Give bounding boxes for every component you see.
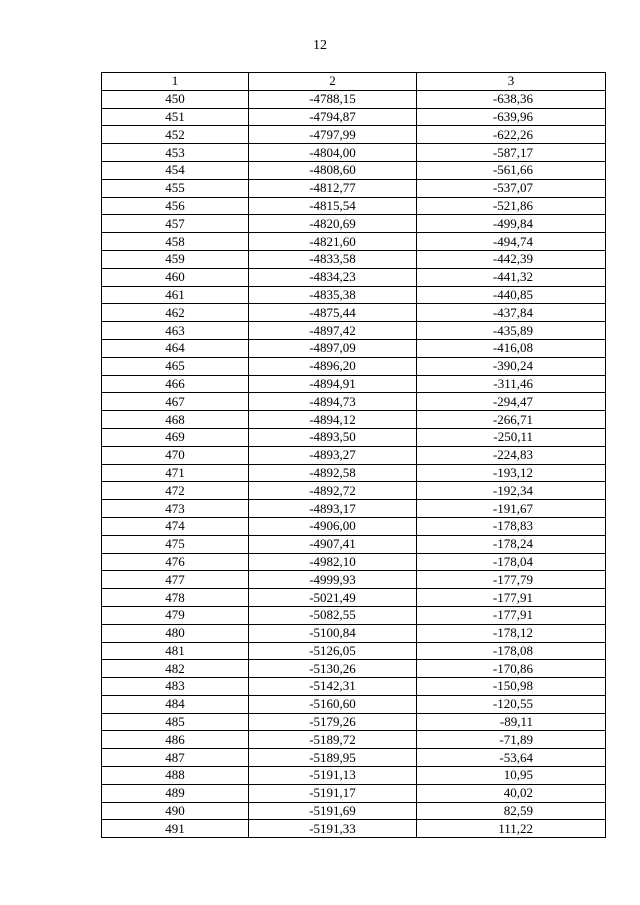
- y-coordinate-cell: [417, 767, 606, 785]
- y-coordinate-value: -437,84: [492, 304, 533, 320]
- y-coordinate-value: -266,71: [492, 411, 533, 427]
- y-coordinate-value: -250,11: [493, 429, 533, 445]
- x-coordinate-cell: -5191,69: [249, 802, 417, 820]
- y-coordinate-value: -178,12: [492, 625, 533, 641]
- y-coordinate-cell: [417, 446, 606, 464]
- point-number-cell: 465: [102, 357, 249, 375]
- table-row: [102, 304, 606, 322]
- y-coordinate-cell: [417, 678, 606, 696]
- x-coordinate-cell: -4893,27: [249, 446, 417, 464]
- y-coordinate-value: -178,83: [492, 518, 533, 534]
- x-coordinate-cell: -4812,77: [249, 179, 417, 197]
- y-coordinate-cell: [417, 571, 606, 589]
- y-coordinate-value: -390,24: [492, 358, 533, 374]
- table-row: [102, 108, 606, 126]
- y-coordinate-cell: [417, 517, 606, 535]
- x-coordinate-cell: -5191,17: [249, 784, 417, 802]
- y-coordinate-cell: [417, 500, 606, 518]
- table-row: [102, 411, 606, 429]
- y-coordinate-cell: [417, 393, 606, 411]
- y-coordinate-cell: [417, 375, 606, 393]
- x-coordinate-cell: -4893,50: [249, 428, 417, 446]
- y-coordinate-value: -120,55: [492, 696, 533, 712]
- x-coordinate-cell: -4907,41: [249, 535, 417, 553]
- point-number-cell: 469: [102, 428, 249, 446]
- table-header: [102, 73, 606, 91]
- x-coordinate-cell: -5021,49: [249, 589, 417, 607]
- table-row: [102, 820, 606, 838]
- x-coordinate-cell: -4788,15: [249, 90, 417, 108]
- y-coordinate-value: -537,07: [492, 180, 533, 196]
- x-coordinate-cell: -5191,13: [249, 767, 417, 785]
- x-coordinate-cell: -4804,00: [249, 144, 417, 162]
- y-coordinate-value: -435,89: [492, 322, 533, 338]
- y-coordinate-cell: [417, 784, 606, 802]
- y-coordinate-cell: [417, 589, 606, 607]
- table-row: [102, 286, 606, 304]
- table-row: [102, 482, 606, 500]
- x-coordinate-cell: -4897,42: [249, 322, 417, 340]
- y-coordinate-cell: [417, 606, 606, 624]
- point-number-cell: 487: [102, 749, 249, 767]
- table-row: [102, 250, 606, 268]
- table-row: [102, 624, 606, 642]
- point-number-cell: 481: [102, 642, 249, 660]
- y-coordinate-value: -178,24: [492, 536, 533, 552]
- x-coordinate-cell: -4797,99: [249, 126, 417, 144]
- y-coordinate-cell: [417, 802, 606, 820]
- x-coordinate-cell: -4875,44: [249, 304, 417, 322]
- table-row: [102, 375, 606, 393]
- point-number-cell: 464: [102, 339, 249, 357]
- y-coordinate-value: -150,98: [492, 678, 533, 694]
- y-coordinate-value: -294,47: [492, 393, 533, 409]
- x-coordinate-cell: -5191,33: [249, 820, 417, 838]
- y-coordinate-value: -561,66: [492, 162, 533, 178]
- table-row: [102, 339, 606, 357]
- table-row: [102, 571, 606, 589]
- point-number-cell: 471: [102, 464, 249, 482]
- point-number-cell: 461: [102, 286, 249, 304]
- x-coordinate-cell: -4820,69: [249, 215, 417, 233]
- x-coordinate-cell: -4896,20: [249, 357, 417, 375]
- point-number-cell: 452: [102, 126, 249, 144]
- x-coordinate-cell: -4833,58: [249, 250, 417, 268]
- table-row: [102, 500, 606, 518]
- y-coordinate-value: -170,86: [492, 660, 533, 676]
- point-number-cell: 472: [102, 482, 249, 500]
- point-number-cell: 455: [102, 179, 249, 197]
- y-coordinate-cell: [417, 695, 606, 713]
- table-row: [102, 678, 606, 696]
- table-row: [102, 144, 606, 162]
- y-coordinate-cell: [417, 535, 606, 553]
- y-coordinate-value: 10,95: [503, 767, 533, 783]
- table-row: [102, 767, 606, 785]
- y-coordinate-value: -521,86: [492, 197, 533, 213]
- x-coordinate-cell: -5082,55: [249, 606, 417, 624]
- table-row: [102, 642, 606, 660]
- x-coordinate-cell: -4999,93: [249, 571, 417, 589]
- table-row: [102, 161, 606, 179]
- y-coordinate-cell: [417, 713, 606, 731]
- point-number-cell: 473: [102, 500, 249, 518]
- table-row: [102, 606, 606, 624]
- x-coordinate-cell: -5189,95: [249, 749, 417, 767]
- point-number-cell: 489: [102, 784, 249, 802]
- x-coordinate-cell: -4808,60: [249, 161, 417, 179]
- x-coordinate-cell: -4897,09: [249, 339, 417, 357]
- y-coordinate-cell: [417, 197, 606, 215]
- point-number-cell: 475: [102, 535, 249, 553]
- y-coordinate-cell: [417, 304, 606, 322]
- x-coordinate-cell: -4835,38: [249, 286, 417, 304]
- y-coordinate-value: 82,59: [503, 803, 533, 819]
- y-coordinate-value: -441,32: [492, 269, 533, 285]
- table-body: [102, 90, 606, 837]
- point-number-cell: 488: [102, 767, 249, 785]
- x-coordinate-cell: -5142,31: [249, 678, 417, 696]
- point-number-cell: 467: [102, 393, 249, 411]
- coordinates-table: [101, 72, 606, 838]
- x-coordinate-cell: -4982,10: [249, 553, 417, 571]
- point-number-cell: 468: [102, 411, 249, 429]
- y-coordinate-cell: [417, 322, 606, 340]
- y-coordinate-value: -192,34: [492, 482, 533, 498]
- column-header-2: 2: [249, 73, 417, 91]
- x-coordinate-cell: -5189,72: [249, 731, 417, 749]
- y-coordinate-value: -494,74: [492, 233, 533, 249]
- point-number-cell: 483: [102, 678, 249, 696]
- y-coordinate-cell: [417, 482, 606, 500]
- y-coordinate-value: -587,17: [492, 144, 533, 160]
- y-coordinate-cell: [417, 108, 606, 126]
- x-coordinate-cell: -4894,12: [249, 411, 417, 429]
- x-coordinate-cell: -4821,60: [249, 233, 417, 251]
- y-coordinate-value: -638,36: [492, 91, 533, 107]
- x-coordinate-cell: -5130,26: [249, 660, 417, 678]
- y-coordinate-cell: [417, 339, 606, 357]
- point-number-cell: 470: [102, 446, 249, 464]
- table-row: [102, 268, 606, 286]
- y-coordinate-value: -442,39: [492, 251, 533, 267]
- point-number-cell: 456: [102, 197, 249, 215]
- y-coordinate-cell: [417, 660, 606, 678]
- table-row: [102, 90, 606, 108]
- table-row: [102, 695, 606, 713]
- y-coordinate-cell: [417, 553, 606, 571]
- point-number-cell: 460: [102, 268, 249, 286]
- page-number: 12: [313, 38, 327, 53]
- y-coordinate-value: -639,96: [492, 108, 533, 124]
- point-number-cell: 486: [102, 731, 249, 749]
- y-coordinate-value: -177,91: [492, 589, 533, 605]
- table-row: [102, 357, 606, 375]
- point-number-cell: 450: [102, 90, 249, 108]
- x-coordinate-cell: -4892,72: [249, 482, 417, 500]
- table-row: [102, 784, 606, 802]
- y-coordinate-value: 111,22: [498, 820, 533, 836]
- table-row: [102, 589, 606, 607]
- point-number-cell: 490: [102, 802, 249, 820]
- table-row: [102, 233, 606, 251]
- table-row: [102, 713, 606, 731]
- x-coordinate-cell: -4815,54: [249, 197, 417, 215]
- x-coordinate-cell: -4794,87: [249, 108, 417, 126]
- point-number-cell: 482: [102, 660, 249, 678]
- point-number-cell: 459: [102, 250, 249, 268]
- y-coordinate-value: -440,85: [492, 286, 533, 302]
- table-row: [102, 126, 606, 144]
- point-number-cell: 453: [102, 144, 249, 162]
- y-coordinate-value: -71,89: [499, 731, 533, 747]
- x-coordinate-cell: -5126,05: [249, 642, 417, 660]
- y-coordinate-cell: [417, 215, 606, 233]
- table-row: [102, 517, 606, 535]
- point-number-cell: 474: [102, 517, 249, 535]
- y-coordinate-cell: [417, 624, 606, 642]
- y-coordinate-value: -177,79: [492, 571, 533, 587]
- y-coordinate-cell: [417, 268, 606, 286]
- y-coordinate-value: -177,91: [492, 607, 533, 623]
- y-coordinate-cell: [417, 286, 606, 304]
- point-number-cell: 479: [102, 606, 249, 624]
- table-row: [102, 179, 606, 197]
- y-coordinate-value: -224,83: [492, 447, 533, 463]
- x-coordinate-cell: -5100,84: [249, 624, 417, 642]
- point-number-cell: 485: [102, 713, 249, 731]
- point-number-cell: 457: [102, 215, 249, 233]
- y-coordinate-value: -193,12: [492, 464, 533, 480]
- y-coordinate-cell: [417, 90, 606, 108]
- y-coordinate-cell: [417, 179, 606, 197]
- table-row: [102, 660, 606, 678]
- table-row: [102, 393, 606, 411]
- table-row: [102, 802, 606, 820]
- y-coordinate-cell: [417, 428, 606, 446]
- y-coordinate-cell: [417, 731, 606, 749]
- x-coordinate-cell: -5179,26: [249, 713, 417, 731]
- table-row: [102, 215, 606, 233]
- table-row: [102, 428, 606, 446]
- y-coordinate-value: -499,84: [492, 215, 533, 231]
- y-coordinate-cell: [417, 357, 606, 375]
- y-coordinate-value: -178,08: [492, 642, 533, 658]
- x-coordinate-cell: -4834,23: [249, 268, 417, 286]
- x-coordinate-cell: -4894,73: [249, 393, 417, 411]
- table-row: [102, 535, 606, 553]
- y-coordinate-value: -191,67: [492, 500, 533, 516]
- point-number-cell: 451: [102, 108, 249, 126]
- table-header-row: [102, 73, 606, 91]
- table-row: [102, 553, 606, 571]
- point-number-cell: 484: [102, 695, 249, 713]
- point-number-cell: 466: [102, 375, 249, 393]
- table-row: [102, 749, 606, 767]
- point-number-cell: 463: [102, 322, 249, 340]
- table-row: [102, 464, 606, 482]
- y-coordinate-cell: [417, 749, 606, 767]
- y-coordinate-cell: [417, 126, 606, 144]
- y-coordinate-cell: [417, 144, 606, 162]
- y-coordinate-value: -178,04: [492, 553, 533, 569]
- table-row: [102, 197, 606, 215]
- x-coordinate-cell: -4894,91: [249, 375, 417, 393]
- x-coordinate-cell: -4892,58: [249, 464, 417, 482]
- table-row: [102, 446, 606, 464]
- column-header-3: 3: [417, 73, 606, 91]
- x-coordinate-cell: -5160,60: [249, 695, 417, 713]
- y-coordinate-cell: [417, 161, 606, 179]
- column-header-1: 1: [102, 73, 249, 91]
- point-number-cell: 480: [102, 624, 249, 642]
- y-coordinate-cell: [417, 250, 606, 268]
- y-coordinate-value: -622,26: [492, 126, 533, 142]
- table-row: [102, 322, 606, 340]
- y-coordinate-value: -311,46: [493, 375, 533, 391]
- y-coordinate-cell: [417, 642, 606, 660]
- x-coordinate-cell: -4893,17: [249, 500, 417, 518]
- point-number-cell: 477: [102, 571, 249, 589]
- point-number-cell: 458: [102, 233, 249, 251]
- point-number-cell: 454: [102, 161, 249, 179]
- table-row: [102, 731, 606, 749]
- y-coordinate-value: -416,08: [492, 340, 533, 356]
- point-number-cell: 491: [102, 820, 249, 838]
- y-coordinate-cell: [417, 820, 606, 838]
- y-coordinate-cell: [417, 464, 606, 482]
- point-number-cell: 476: [102, 553, 249, 571]
- y-coordinate-value: -89,11: [499, 714, 533, 730]
- y-coordinate-cell: [417, 411, 606, 429]
- point-number-cell: 462: [102, 304, 249, 322]
- x-coordinate-cell: -4906,00: [249, 517, 417, 535]
- y-coordinate-cell: [417, 233, 606, 251]
- point-number-cell: 478: [102, 589, 249, 607]
- y-coordinate-value: -53,64: [499, 749, 533, 765]
- y-coordinate-value: 40,02: [503, 785, 533, 801]
